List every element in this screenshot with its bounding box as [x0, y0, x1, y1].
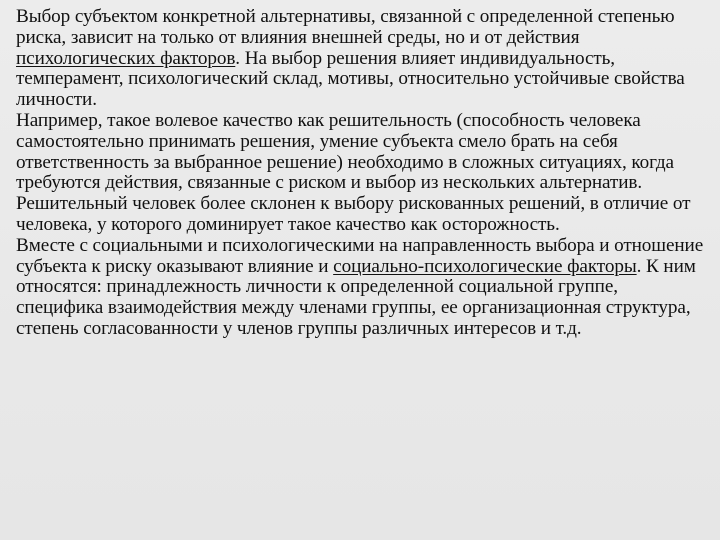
paragraph-1-text-end: . На выбор решения влияет индивидуальность, темперамент, психологический склад, мотивы, относительно устойчивые свойства личности. — [16, 47, 685, 111]
link-socio-psychological-factors[interactable]: социально-психологические факторы — [333, 255, 637, 277]
paragraph-1-text-start: Выбор субъектом конкретной альтернативы, связанной с определенной степенью риска, зависит на только от влияния внешней среды, но и от действия — [16, 6, 675, 48]
text-body — [16, 7, 708, 340]
paragraph-3-text-start: Вместе с социальными и психологическими на направленность выбора и отношение субъекта к риску оказывают влияние и — [16, 234, 704, 277]
paragraph-1 — [16, 7, 708, 111]
paragraph-3-text-end: . К ним относятся: принадлежность личности к определенной социальной группе, специфика взаимодействия между членами группы, ее организационная структура, степень согласованности у членов группы различных интересов и т.д. — [16, 255, 696, 339]
paragraph-2: Например, такое волевое качество как решительность (способность человека самостоятельно принимать решения, умение субъекта смело брать на себя ответственность за выбранное решение) необходимо в сложных ситуациях, когда требуются действия, связанные с риском и выбор из нескольких альтернатив. Решительный человек более склонен к выбору рискованных решений, в отличие от человека, у которого доминирует такое качество как осторожность. — [16, 109, 691, 235]
paragraph-3 — [16, 236, 708, 340]
link-psychological-factors[interactable]: психологических факторов — [16, 47, 236, 69]
